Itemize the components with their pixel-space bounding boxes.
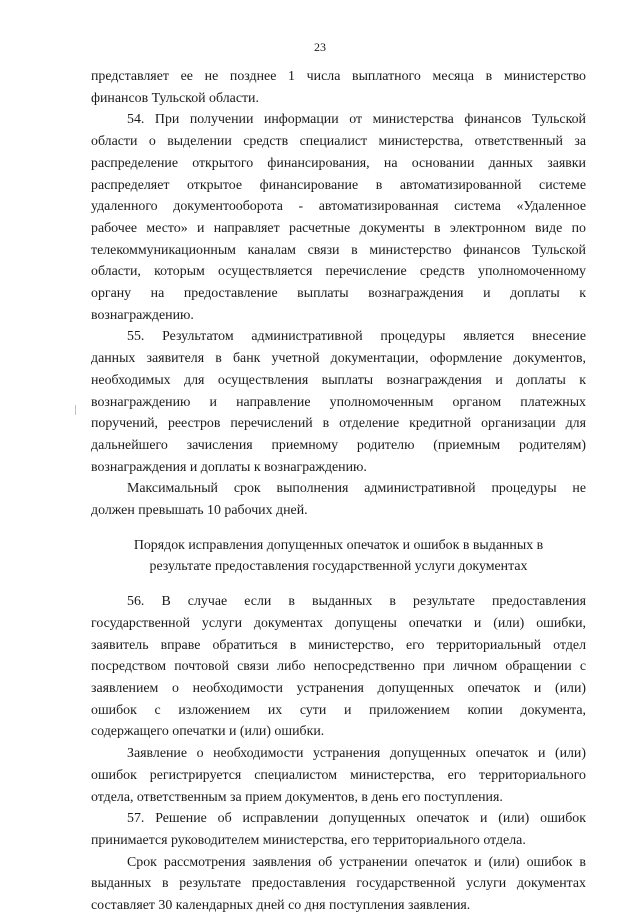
text-line: финансов Тульской области.: [91, 90, 259, 106]
text-line: представляет ее не позднее 1 числа выплатного месяца в министерство: [91, 69, 586, 84]
text-line: вознаграждению и направление уполномоченным органом платежных: [91, 394, 586, 410]
heading-line: результате предоставления государственной услуги документах: [149, 559, 528, 575]
text-line: распределение открытого финансирования, на основании данных заявки: [91, 155, 586, 171]
paragraph-55-deadline: [91, 478, 586, 521]
text-line: 54. При получении информации от министерства финансов Тульской: [127, 112, 586, 128]
text-line: рабочее место» и направляет расчетные документы в электронном виде по: [91, 220, 586, 236]
paragraph-56: [91, 591, 586, 743]
text-line: удаленного документооборота - автоматизированная система «Удаленное: [91, 199, 586, 215]
text-line: принимается руководителем министерства, его территориального отдела.: [91, 832, 526, 848]
paragraph-56-registration: [91, 743, 586, 808]
text-line: распределяет открытое финансирование в автоматизированной системе: [91, 177, 586, 193]
text-line: поручений, реестров перечислений в отделение кредитной организации для: [91, 416, 586, 432]
page-body: [91, 66, 586, 917]
paragraph-54: [91, 109, 586, 326]
paragraph-57: [91, 808, 586, 851]
section-heading: [91, 535, 586, 578]
text-line: должен превышать 10 рабочих дней.: [91, 503, 308, 519]
text-line: Максимальный срок выполнения административной процедуры не: [127, 481, 586, 497]
text-line: составляет 30 календарных дней со дня поступления заявления.: [91, 898, 471, 914]
text-line: области о выделении средств специалист министерства, ответственный за: [91, 134, 586, 150]
text-line: отдела, ответственным за прием документов, в день его поступления.: [91, 789, 503, 805]
text-line: данных заявителя в банк учетной документации, оформление документов,: [91, 351, 586, 367]
text-line: выданных в результате предоставления государственной услуги документах: [91, 876, 586, 892]
text-line: телекоммуникационным каналам связи в министерство финансов Тульской: [91, 242, 586, 258]
text-line: дальнейшего зачисления приемному родителю (приемным родителям): [91, 437, 586, 453]
paragraph-55: [91, 326, 586, 478]
text-line: ошибок с изложением их сути и приложением копии документа,: [91, 702, 586, 718]
text-line: посредством почтовой связи либо непосредственно при личном обращении с: [91, 659, 586, 675]
text-line: 56. В случае если в выданных в результате предоставления: [127, 594, 586, 610]
scan-margin-mark: [75, 405, 76, 415]
text-line: заявитель вправе обратиться в министерство, его территориальный отдел: [91, 637, 586, 653]
text-line: области, которым осуществляется перечисление средств уполномоченному: [91, 264, 586, 280]
text-line: 55. Результатом административной процедуры является внесение: [127, 329, 586, 345]
page-number: 23: [314, 40, 326, 54]
text-line: заявлением о необходимости устранения допущенных опечаток и (или): [91, 680, 586, 696]
text-line: ошибок регистрируется специалистом министерства, его территориального: [91, 767, 586, 783]
text-line: вознаграждению.: [91, 307, 194, 323]
text-line: государственной услуги документах допущены опечатки и (или) ошибки,: [91, 615, 586, 631]
text-line: содержащего опечатки и (или) ошибки.: [91, 724, 325, 740]
heading-line: Порядок исправления допущенных опечаток и ошибок в выданных в: [133, 537, 544, 553]
text-line: Заявление о необходимости устранения допущенных опечаток и (или): [127, 746, 586, 762]
paragraph-53-tail: [91, 66, 586, 109]
text-line: 57. Решение об исправлении допущенных опечаток и (или) ошибок: [127, 811, 586, 827]
paragraph-57-deadline: [91, 852, 586, 917]
text-line: вознаграждения и доплаты к вознаграждению.: [91, 459, 367, 475]
text-line: необходимых для осуществления выплаты вознаграждения и доплаты к: [91, 372, 586, 388]
text-line: органу на предоставление выплаты вознаграждения и доплаты к: [91, 286, 586, 302]
text-line: Срок рассмотрения заявления об устранении опечаток и (или) ошибок в: [127, 854, 586, 870]
